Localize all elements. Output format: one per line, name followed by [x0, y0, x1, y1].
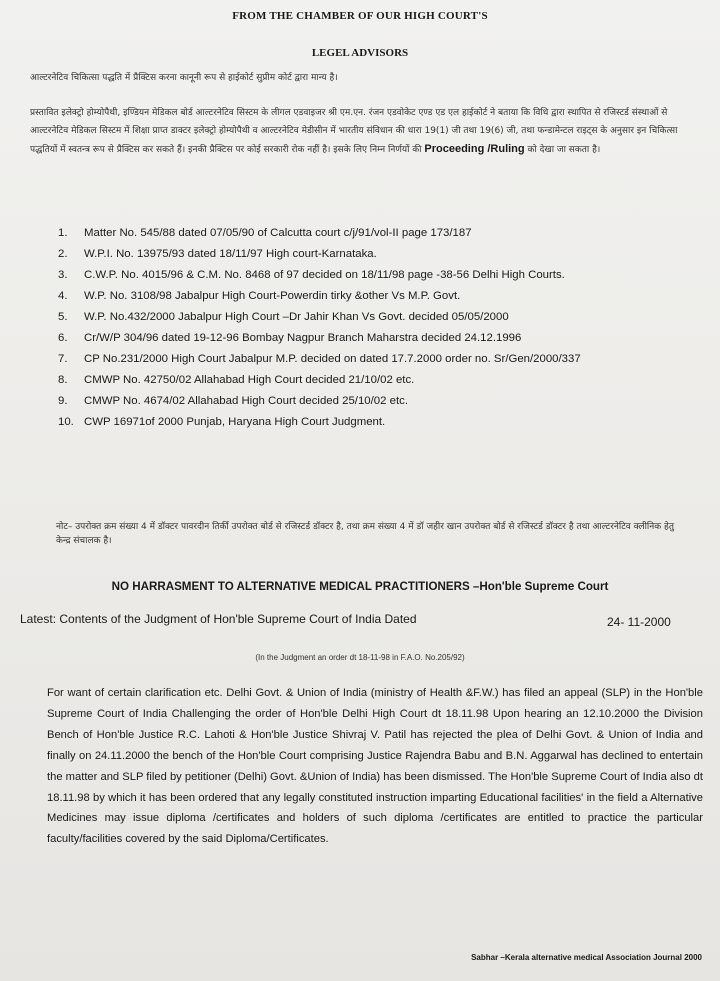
case-text: C.W.P. No. 4015/96 & C.M. No. 8468 of 97 decided on 18/11/98 page -38-56 Delhi High Courts. — [84, 269, 565, 281]
judgment-date: 24- 11-2000 — [607, 615, 671, 629]
case-text: CMWP No. 4674/02 Allahabad High Court decided 25/10/02 etc. — [84, 395, 408, 407]
case-item — [58, 247, 698, 261]
case-list — [58, 226, 698, 436]
case-number: 9. — [58, 395, 68, 407]
case-text: W.P. No. 3108/98 Jabalpur High Court-Powerdin tirky &other Vs M.P. Govt. — [84, 290, 461, 302]
latest-judgment-label: Latest: Contents of the Judgment of Hon'ble Supreme Court of India Dated — [20, 612, 417, 626]
proceeding-ruling-label: Proceeding /Ruling — [424, 143, 525, 155]
case-number: 1. — [58, 227, 68, 239]
case-item — [58, 289, 698, 303]
case-text: Matter No. 545/88 dated 07/05/90 of Calcutta court c/j/91/vol-II page 173/187 — [84, 227, 472, 239]
case-item — [58, 352, 698, 366]
supreme-court-heading: NO HARRASMENT TO ALTERNATIVE MEDICAL PRACTITIONERS –Hon'ble Supreme Court — [111, 580, 609, 593]
case-number: 3. — [58, 269, 68, 281]
order-reference: (In the Judgment an order dt 18-11-98 in F.A.O. No.205/92) — [255, 653, 465, 662]
case-text: CP No.231/2000 High Court Jabalpur M.P. decided on dated 17.7.2000 order no. Sr/Gen/2000/337 — [84, 353, 581, 365]
case-number: 8. — [58, 374, 68, 386]
case-number: 6. — [58, 332, 68, 344]
intro-hindi-paragraph — [30, 104, 696, 159]
legal-advisors-heading: LEGEL ADVISORS — [311, 47, 409, 59]
case-item — [58, 394, 698, 408]
intro-hindi-end: को देखा जा सकता है। — [527, 145, 601, 155]
judgment-body: For want of certain clarification etc. Delhi Govt. & Union of India (ministry of Health &F.W.) has filed an appeal (SLP) in the Hon'ble Supreme Court of India Challenging the order of Hon'ble Delhi High Court dt 18.11.98 Upon hearing an 12.10.2000 the Division Bench of Hon'ble Justice R.C. Lahoti & Hon'ble Justice Shivraj V. Patil has rejected the plea of Delhi Govt. & Union of India and finally on 24.11.2000 the bench of the Hon'ble Court comprising Justice Rajendra Babu and B.N. Aggarwal has declined to entertain the matter and SLP filed by petitioner (Delhi) Govt. &Union of India) has been dismissed. The Hon'ble Supreme Court of India also dt 18.11.98 by which it has been ordered that any legally constituted instruction imparting Educational facilities' in the field a Alternative Medicines may issue diploma /certificates and holders of such diploma /certificates are entitled to practice the particular faculty/facilities covered by the said Diploma/Certificates. — [47, 687, 703, 846]
source-credit: Sabhar –Kerala alternative medical Association Journal 2000 — [471, 953, 702, 962]
case-text: CMWP No. 42750/02 Allahabad High Court decided 21/10/02 etc. — [84, 374, 415, 386]
case-number: 7. — [58, 353, 68, 365]
chamber-heading: FROM THE CHAMBER OF OUR HIGH COURT'S — [232, 10, 488, 22]
case-number: 2. — [58, 248, 68, 260]
case-number: 10. — [58, 416, 74, 428]
intro-hindi-line: आल्टरनेटिव चिकित्सा पद्धति में प्रैक्टिस करना कानूनी रूप से हाईकोर्ट सुप्रीम कोर्ट द्वारा मान्य है। — [30, 73, 338, 83]
case-item — [58, 415, 698, 429]
case-text: CWP 16971of 2000 Punjab, Haryana High Court Judgment. — [84, 416, 386, 428]
case-item — [58, 268, 698, 282]
case-text: W.P. No.432/2000 Jabalpur High Court –Dr Jahir Khan Vs Govt. decided 05/05/2000 — [84, 311, 509, 323]
hindi-note: नोट– उपरोक्त क्रम संख्या 4 में डॉक्टर पावरदीन तिर्की उपरोक्त बोर्ड से रजिस्टर्ड डॉक्टर है, तथा क्रम संख्या 4 में डॉ जहीर खान उपरोक्त बोर्ड से रजिस्टर्ड डॉक्टर है तथा आल्टरनेटिव क्लीनिक हेतु केन्द्र संचालक है। — [56, 522, 674, 546]
case-item — [58, 331, 698, 345]
intro-hindi-text: प्रस्तावित इलेक्ट्रो होम्योपैथी, इण्डियन मेडिकल बोर्ड आल्टरनेटिव सिस्टम के लीगल एडवाइजर श्री एम.एन. रंजन एडवोकेट एण्ड एड एल हाईकोर्ट ने बताया कि विधि द्वारा स्थापित से रजिस्टर्ड संस्थाओं से आल्टरनेटिव मेडिकल सिस्टम में शिक्षा प्राप्त डाक्टर इलेक्ट्रो होम्योपैथी व आल्टरनेटिव मेडीसीन में भारतीय संविधान की धारा 19(1) जी तथा 19(6) जी, तथा फन्डामेन्टल राइट्स के अनुसार इन चिकित्सा पद्धतियों में स्वतन्त्र रूप से प्रैक्टिस कर सकते हैं। इनकी प्रैक्टिस पर कोई सरकारी रोक नहीं है। इसके लिए निम्न निर्णयों की — [30, 108, 678, 155]
case-item — [58, 310, 698, 324]
case-text: W.P.I. No. 13975/93 dated 18/11/97 High court-Karnataka. — [84, 248, 377, 260]
case-number: 4. — [58, 290, 68, 302]
case-item — [58, 226, 698, 240]
case-item — [58, 373, 698, 387]
case-text: Cr/W/P 304/96 dated 19-12-96 Bombay Nagpur Branch Maharstra decided 24.12.1996 — [84, 332, 522, 344]
case-number: 5. — [58, 311, 68, 323]
